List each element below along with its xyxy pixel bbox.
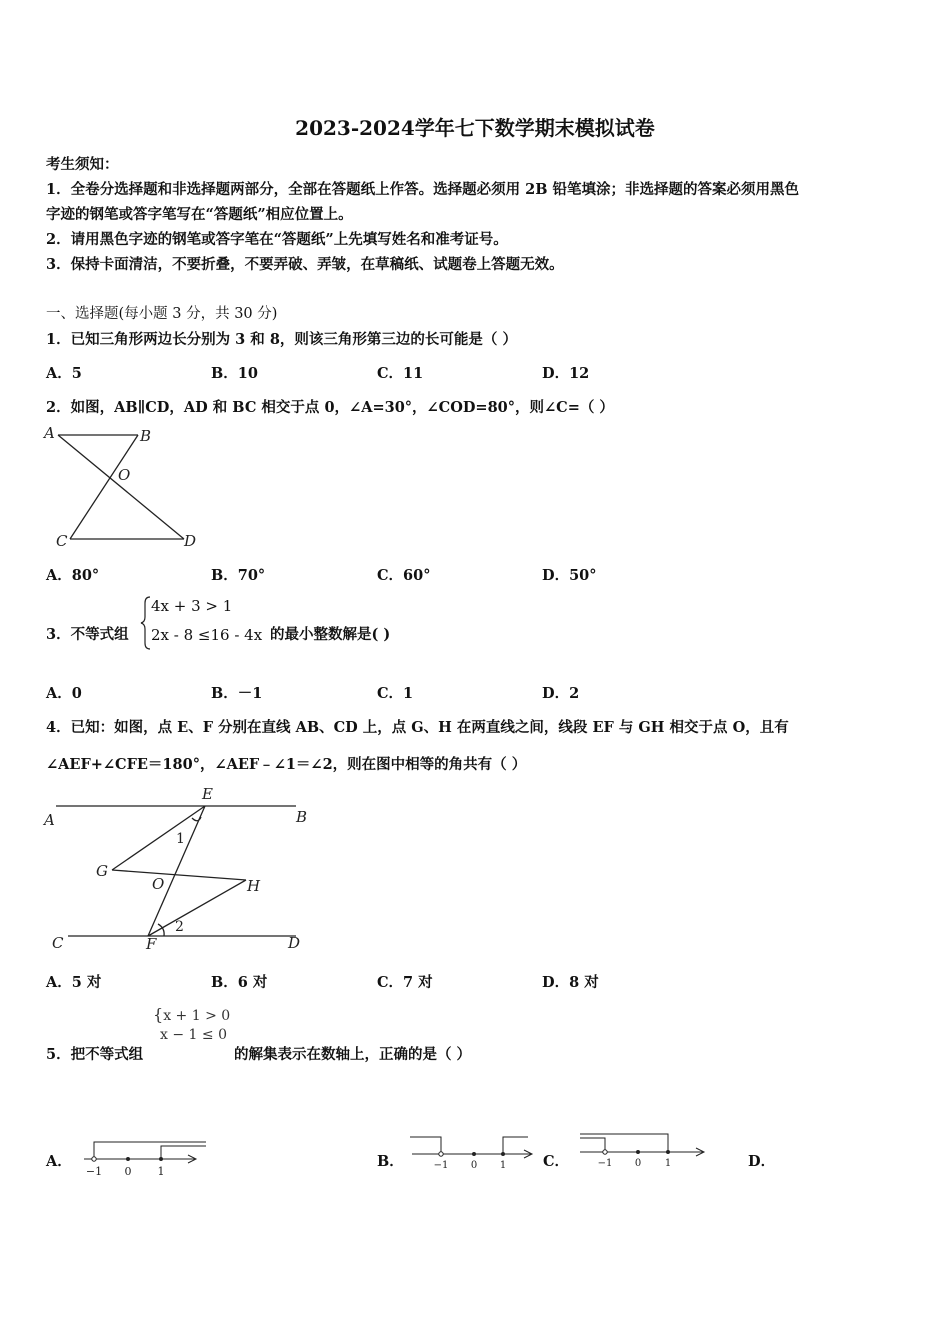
tick-label: 0 — [470, 1160, 478, 1171]
label-h: H — [247, 877, 261, 895]
question-3-prefix: 3．不等式组 — [46, 626, 129, 643]
tick-dot-icon — [666, 1150, 670, 1154]
question-5-option-c[interactable]: C． — [543, 1153, 570, 1170]
question-4-stem-2: ∠AEF+∠CFE＝180°，∠AEF﹣∠1＝∠2，则在图中相等的角共有（ ） — [46, 756, 527, 773]
question-3-option-b[interactable]: B．－1 — [211, 685, 263, 702]
label-a: A — [44, 424, 55, 442]
ray-to-minus-one — [410, 1137, 441, 1154]
page-title: 2023-2024学年七下数学期末模拟试卷 — [295, 116, 655, 140]
question-2-option-a[interactable]: A．80° — [46, 567, 100, 584]
question-2-option-c[interactable]: C．60° — [377, 567, 431, 584]
section-heading: 一、选择题(每小题 3 分，共 30 分) — [46, 306, 278, 322]
label-a: A — [44, 811, 55, 829]
question-5-option-a[interactable]: A． — [46, 1153, 72, 1170]
tick-label: −1 — [597, 1158, 613, 1169]
segment-ad — [58, 435, 184, 539]
label-angle-1: 1 — [176, 831, 185, 847]
notice-line-2: 2．请用黑色字迹的钢笔或答字笔在“答题纸”上先填写姓名和准考证号。 — [46, 231, 508, 248]
question-3-suffix: 的最小整数解是( ) — [270, 626, 391, 643]
label-b: B — [296, 808, 308, 826]
ray-from-one — [161, 1146, 206, 1159]
question-5-option-b[interactable]: B． — [377, 1153, 404, 1170]
question-4-stem-1: 4．已知：如图，点 E、F 分别在直线 AB、CD 上，点 G、H 在两直线之间，线段 EF 与 GH 相交于点 O，且有 — [46, 719, 789, 736]
tick-label: 0 — [124, 1165, 132, 1178]
question-4-option-c[interactable]: C．7 对 — [377, 974, 433, 991]
segment-gh — [112, 870, 246, 880]
question-3-option-c[interactable]: C．1 — [377, 685, 414, 702]
tick-label: −1 — [433, 1160, 449, 1171]
label-angle-2: 2 — [175, 919, 184, 935]
notice-line-1b: 字迹的钢笔或答字笔写在“答题纸”相应位置上。 — [46, 206, 353, 223]
label-d: D — [184, 532, 197, 550]
tick-dot-icon — [501, 1152, 505, 1156]
label-d: D — [288, 934, 301, 952]
question-5-ineq-1-text: x + 1 > 0 — [163, 1008, 231, 1024]
notice-line-1a: 1．全卷分选择题和非选择题两部分，全部在答题纸上作答。选择题必须用 2B 铅笔填涂；非选择题的答案必须用黑色 — [46, 181, 800, 198]
tick-dot-icon — [126, 1157, 130, 1161]
ray-from-minus-one — [94, 1142, 206, 1159]
open-dot-icon — [92, 1157, 96, 1161]
open-dot-icon — [603, 1150, 607, 1154]
tick-label: 0 — [634, 1158, 642, 1169]
question-3-inequality-2: 2x - 8 ≤16 - 4x — [151, 626, 263, 644]
question-2-figure — [40, 422, 220, 552]
question-5-inequality-2: x − 1 ≤ 0 — [160, 1027, 227, 1043]
label-f: F — [146, 935, 157, 953]
question-3-option-a[interactable]: A．0 — [46, 685, 82, 702]
ray-to-minus-one — [580, 1138, 605, 1152]
tick-label: 1 — [664, 1158, 672, 1169]
question-1-stem: 1．已知三角形两边长分别为 3 和 8，则该三角形第三边的长可能是（ ） — [46, 331, 517, 348]
question-3-option-d[interactable]: D．2 — [542, 685, 580, 702]
question-5-prefix: 5．把不等式组 — [46, 1046, 144, 1063]
number-line-c[interactable] — [576, 1130, 710, 1176]
question-1-option-d[interactable]: D．12 — [542, 365, 590, 382]
question-5-suffix: 的解集表示在数轴上，正确的是（ ） — [234, 1046, 472, 1063]
question-5-option-d[interactable]: D． — [748, 1153, 776, 1170]
label-o: O — [152, 875, 165, 893]
label-e: E — [202, 785, 213, 803]
label-c: C — [52, 934, 64, 952]
label-o: O — [118, 466, 131, 484]
question-2-option-b[interactable]: B．70° — [211, 567, 266, 584]
notice-heading: 考生须知： — [46, 156, 119, 173]
question-4-figure — [40, 784, 330, 956]
number-line-b[interactable] — [408, 1130, 542, 1176]
tick-label: 1 — [499, 1160, 507, 1171]
tick-dot-icon — [636, 1150, 640, 1154]
ray-from-one — [503, 1137, 528, 1154]
tick-dot-icon — [472, 1152, 476, 1156]
tick-label: −1 — [85, 1165, 103, 1178]
question-4-option-b[interactable]: B．6 对 — [211, 974, 268, 991]
label-g: G — [96, 862, 108, 880]
question-4-option-d[interactable]: D．8 对 — [542, 974, 599, 991]
tick-dot-icon — [159, 1157, 163, 1161]
question-1-option-a[interactable]: A．5 — [46, 365, 82, 382]
question-5-inequality-1: {x + 1 > 0 — [153, 1005, 231, 1024]
open-dot-icon — [439, 1152, 443, 1156]
label-b: B — [140, 427, 152, 445]
notice-line-3: 3．保持卡面清洁，不要折叠，不要弄破、弄皱，在草稿纸、试题卷上答题无效。 — [46, 256, 564, 273]
label-c: C — [56, 532, 68, 550]
segment-bc — [70, 435, 138, 539]
question-2-option-d[interactable]: D．50° — [542, 567, 597, 584]
question-1-option-b[interactable]: B．10 — [211, 365, 258, 382]
tick-label: 1 — [157, 1165, 165, 1178]
question-1-option-c[interactable]: C．11 — [377, 365, 424, 382]
number-line-a[interactable] — [80, 1134, 210, 1180]
question-3-inequality-1: 4x + 3 > 1 — [151, 597, 233, 615]
ray-to-one — [580, 1134, 668, 1152]
question-4-option-a[interactable]: A．5 对 — [46, 974, 102, 991]
question-2-stem: 2．如图，AB∥CD，AD 和 BC 相交于点 0，∠A=30°，∠COD=80°，则∠C=（ ） — [46, 399, 614, 416]
